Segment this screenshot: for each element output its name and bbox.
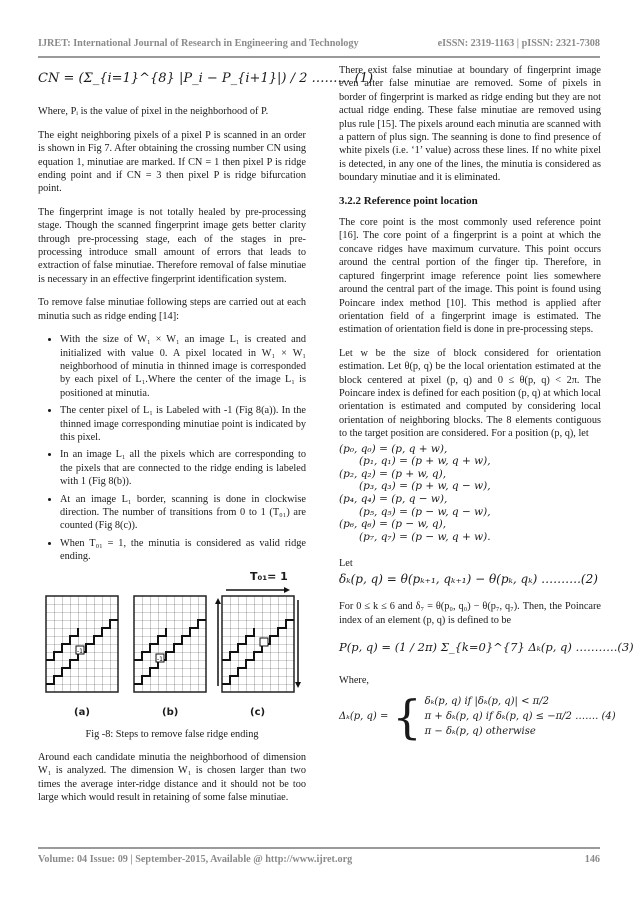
paragraph-around: Around each candidate minutia the neighborhood of dimension W₁ is analyzed. The dimension W₁ is chosen larger than two times the average inter-ridge distance and it should not be too large which would result in retaining of some false minutiae.: [38, 752, 306, 804]
paragraph-neighbors: The eight neighboring pixels of a pixel P is scanned in an order is shown in Fig 7. After obtaining the crossing number CN using equation 1, minutiae are marked. If CN = 1 then pixel P is ridge ending point and if CN = 3 then pixel P is ridge bifurcation point.: [38, 129, 306, 195]
equation-2: δₖ(p, q) = θ(pₖ₊₁, qₖ₊₁) − θ(pₖ, qₖ) ……….(2): [339, 571, 598, 586]
list-item: • At an image L₁ border, scanning is done in clockwise direction. The number of transitions from 0 to 1 (T₀₁) are counted (Fig 8(c)).: [60, 493, 306, 533]
t01-label: T₀₁= 1: [250, 569, 288, 583]
where-label: Where,: [339, 675, 370, 687]
subfig-b-label: (b): [162, 706, 179, 718]
right-column: [339, 64, 634, 744]
footer-rule: [38, 847, 600, 849]
paragraph-remove-steps: To remove false minutiae following steps are carried out at each minutia such as ridge ending [14]:: [38, 297, 306, 322]
list-item: • The center pixel of L₁ is Labeled with -1 (Fig 8(a)). In the thinned image corresponding minutiae point is indicated by this pixel.: [60, 404, 306, 444]
paragraph-where: Where, Pᵢ is the value of pixel in the neighborhood of P.: [38, 106, 269, 118]
header-rule: [38, 56, 600, 58]
svg-text:-1: -1: [77, 647, 83, 655]
paragraph-core: The core point is the most commonly used reference point [16]. The core point of a fingerprint is a point at which the concave ridges have maximum curvature. This point occurs around the central portion of the finger tip. Therefore, in captured fingerprint image reference point lies somewhere around the central part of the image. This point is found using Poincare index method [10]. This method is applied after orientation field of a fingerprint image is estimated. The estimation of orientation field is done in pre-processing steps.: [339, 217, 601, 336]
subfig-c-label: (c): [250, 706, 266, 718]
list-item: • When T₀₁ = 1, the minutia is considered as valid ridge ending.: [60, 537, 306, 564]
issn: eISSN: 2319-1163 | pISSN: 2321-7308: [437, 38, 600, 49]
journal-title: IJRET: International Journal of Research in Engineering and Technology: [38, 38, 359, 49]
paragraph-let-w: Let w be the size of block considered for orientation estimation. Let θ(p, q) be the local orientation estimated at the block centered at pixel (p, q) and 0 ≤ θ(p, q) < 2π. The Poincare index is defined for each position (p, q) at which local orientation is estimated and computed by considering local orientation of neighboring blocks. The 8 elements contiguous to the target position are considered. For a position (p, q), let: [339, 347, 601, 440]
list-item: • With the size of W₁ × W₁ an image L₁ is created and initialized with value 0. A pixel located in W₁ × W₁ neighborhood of minutia in thinned image is corresponded by each pixel of L₁.Where the center of the image L₁ is positioned at minutia.: [60, 333, 306, 400]
position-line: (p₅, q₅) = (p − w, q − w),: [359, 505, 491, 518]
steps-list: [38, 333, 306, 564]
position-line: (p₃, q₃) = (p + w, q − w),: [359, 480, 491, 493]
subfig-a-label: (a): [74, 706, 90, 718]
position-line: (p₆, q₆) = (p − w, q),: [339, 518, 447, 531]
figure-caption: Fig -8: Steps to remove false ridge ending: [85, 728, 259, 740]
position-line: (p₇, q₇) = (p − w, q + w).: [359, 530, 491, 543]
figure-8: [38, 569, 306, 726]
equation-1: CN = (Σ_{i=1}^{8} |P_i − P_{i+1}|) / 2 ……… (1): [38, 71, 374, 86]
volume-info: Volume: 04 Issue: 09 | September-2015, Available @ http://www.ijret.org: [38, 854, 353, 865]
position-line: (p₂, q₂) = (p + w, q),: [339, 467, 447, 480]
positions-list: [339, 443, 601, 544]
page-header: [38, 38, 600, 49]
case-2: π + δₖ(p, q) if δₖ(p, q) ≤ −π/2 ……. (4): [424, 711, 616, 723]
equation-4: [339, 689, 616, 744]
case-1: δₖ(p, q) if |δₖ(p, q)| < π/2: [424, 696, 549, 708]
paragraph-boundary: There exist false minutiae at boundary of fingerprint image even after false minutiae are removed. Some of pixels in border of fingerprint is marked as ridge ending but they are not actual ridge ending. These false minutiae are removed using plus rule [15]. The pixels around each minutia are scanned with a pattern of plus sign. The seanning is done to find presence of white pixels (i.e. ‘1’ value) across these lines. If no white pixel is detected, in any one of the lines, the minutia is considered as boundary minutiae and it is eliminated.: [339, 65, 602, 184]
list-item: • In an image L₁ all the pixels which are corresponding to the pixels that are connected to the ridge ending is labeled with 1 (Fig 8(b)).: [60, 448, 306, 488]
position-line: (p₀, q₀) = (p, q + w),: [339, 442, 448, 455]
panel-b: [134, 596, 206, 692]
paragraph-preprocessing: The fingerprint image is not totally healed by pre-processing stage. Though the scanned fingerprint image gets better clarity through pre-processing stage, each of the stages in pre-processing introduce small amount of errors that leads to extraction of false minutiae. Therefore removal of false minutiae is necessary in an effective fingerprint identification system.: [38, 206, 306, 285]
figure-8-diagram: [38, 578, 306, 704]
let-label: Let: [339, 558, 353, 570]
page-footer: [38, 854, 600, 865]
panel-c: [215, 587, 301, 692]
equation-4-lhs: Δₖ(p, q) =: [339, 711, 389, 723]
brace: {: [392, 689, 422, 744]
position-line: (p₄, q₄) = (p, q − w),: [339, 492, 448, 505]
position-line: (p₁, q₁) = (p + w, q + w),: [359, 455, 491, 468]
panel-a: [46, 596, 118, 692]
svg-text:-1: -1: [157, 655, 163, 663]
equation-4-cases: [425, 694, 616, 739]
case-3: π − δₖ(p, q) otherwise: [424, 726, 536, 738]
equation-3: P(p, q) = (1 / 2π) Σ_{k=0}^{7} Δₖ(p, q) ………..(3): [339, 639, 634, 654]
section-heading: 3.2.2 Reference point location: [339, 194, 478, 207]
paragraph-for: For 0 ≤ k ≤ 6 and δ₇ = θ(p₀, q₀) − θ(p₇, q₇). Then, the Poincare index of an element (p, q) is defined to be: [339, 601, 601, 626]
page-number: 146: [584, 854, 600, 865]
